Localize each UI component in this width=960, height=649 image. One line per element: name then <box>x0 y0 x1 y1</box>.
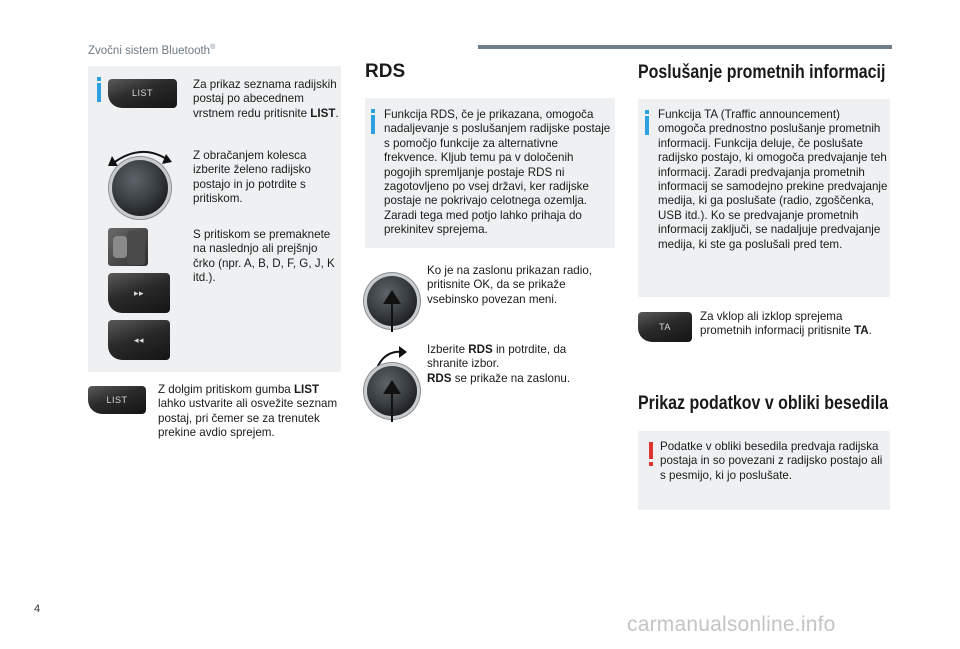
press-arrow-icon <box>381 288 403 332</box>
letter-navigation-instruction: S pritiskom se premaknete na naslednjo ali prejšnjo črko (npr. A, B, D, F, G, J, K itd.). <box>193 228 335 285</box>
watermark: carmanualsonline.info <box>627 613 836 636</box>
rotate-instruction: Z obračanjem kolesca izberite želeno radijsko postajo in jo potrdite s pritiskom. <box>193 149 311 206</box>
list-long-press-instruction: Z dolgim pritiskom gumba LIST lahko ustvarite ali osvežite seznam postaj, pri čemer se za trenutek prekine avdio sprejem. <box>158 383 338 440</box>
warning-marker <box>649 442 653 459</box>
rds-step-2: Izberite RDS in potrdite, da shranite izbor. RDS se prikaže na zaslonu. <box>427 343 571 385</box>
traffic-info-heading: Poslušanje prometnih informacij <box>638 62 886 83</box>
next-button-image: ▸▸ <box>108 273 170 313</box>
running-header: Zvočni sistem Bluetooth® <box>88 44 216 57</box>
info-marker <box>97 83 101 102</box>
ta-instruction: Za vklop ali izklop sprejema prometnih informacij pritisnite TA. <box>700 310 872 338</box>
text-data-heading: Prikaz podatkov v obliki besedila <box>638 393 889 414</box>
ta-button-image: TA <box>638 312 692 342</box>
traffic-info-text: Funkcija TA (Traffic announcement) omogoča prednostno poslušanje prometnih informacij. Funkcija deluje, če poslušate radijsko postajo, ki omogoča predvajanje teh informacij. Zaradi predvajanja prometnih informacij se samodejno prekine predvajanje medija, ki ga poslušate (radio, zgoščenka, USB itd.). Ko se predvajanje prometnih informacij zaključi, se nadaljuje predvajanje medija, ki ste ga poslušali pred tem. <box>658 108 888 251</box>
info-marker <box>645 116 649 135</box>
rds-step-1: Ko je na zaslonu prikazan radio, pritisnite OK, da se prikaže vsebinsko povezan meni. <box>427 264 592 306</box>
text-data-warning: Podatke v obliki besedila predvaja radijska postaja in so povezani z radijsko postajo ali s pesmijo, ki jo poslušate. <box>660 440 883 482</box>
list-instruction: Za prikaz seznama radijskih postaj po abecednem vrstnem redu pritisnite LIST. <box>193 78 339 120</box>
press-arrow-icon <box>381 378 403 422</box>
rotary-knob-image <box>112 160 168 216</box>
prev-button-image: ◂◂ <box>108 320 170 360</box>
header-rule <box>478 45 892 49</box>
rds-info-text: Funkcija RDS, če je prikazana, omogoča nadaljevanje s poslušanjem radijske postaje s pomočjo funkcije za alternativne frekvence. Kljub temu pa v določenih pogojih spremljanje postaje RDS ni zagotovljeno po vsej državi, ker radijske postaje ne pokrivajo celotnega ozemlja. Zaradi tega med potjo lahko prihaja do prekinitev sprejema. <box>384 108 611 237</box>
rds-heading: RDS <box>365 61 406 82</box>
joystick-image <box>108 228 148 266</box>
list-button-image-2: LIST <box>88 386 146 414</box>
list-button-image: LIST <box>108 79 177 108</box>
page-number: 4 <box>34 603 41 615</box>
info-marker <box>371 115 375 134</box>
